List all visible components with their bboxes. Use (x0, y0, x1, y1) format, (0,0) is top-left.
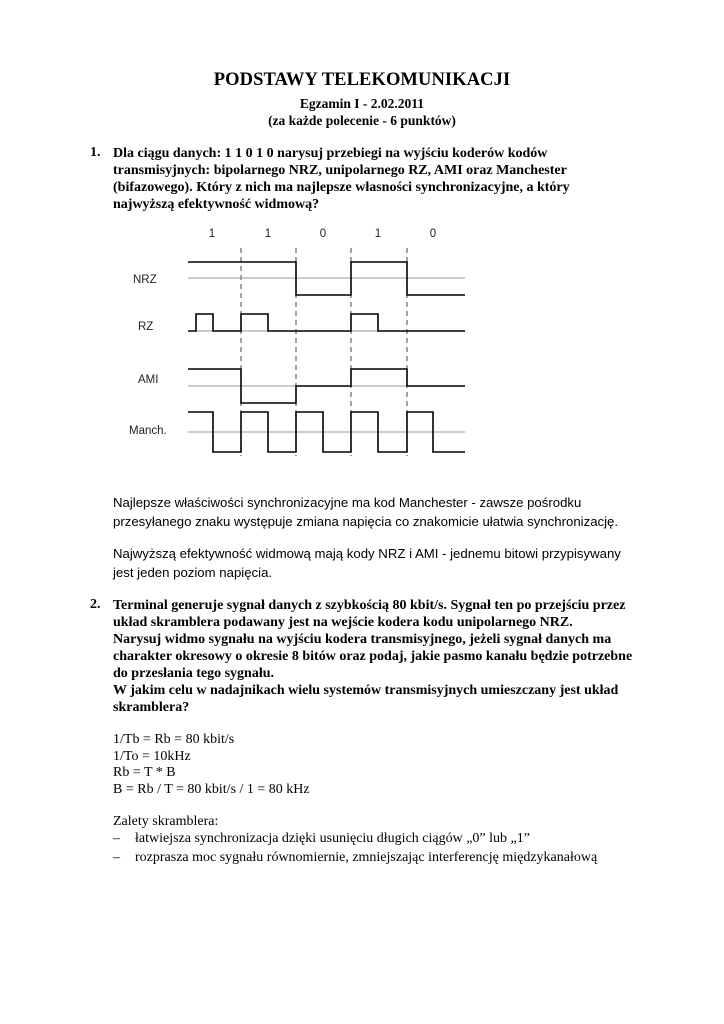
document-title: PODSTAWY TELEKOMUNIKACJI (213, 70, 511, 90)
question-2-line: skramblera? (113, 700, 190, 715)
answer-synchronization (113, 493, 683, 531)
bit-label: 1 (264, 228, 272, 240)
formulas (113, 732, 310, 798)
question-2-text (113, 597, 673, 716)
answer-line: przesyłanego znaku występuje zmiana napięcia co znakomicie ułatwia synchronizację. (113, 514, 619, 529)
signal-label-ami: AMI (138, 374, 159, 386)
advantage-item (113, 850, 597, 866)
question-2-number: 2. (90, 597, 101, 612)
question-1-line: (bifazowego). Który z nich ma najlepsze własności synchronizacyjne, a który (113, 180, 570, 195)
answer-spectral-efficiency (113, 544, 683, 582)
formula-line: B = Rb / T = 80 kbit/s / 1 = 80 kHz (113, 781, 310, 797)
question-1-line: najwyższą efektywność widmową? (113, 197, 320, 212)
signal-label-rz: RZ (138, 321, 154, 333)
dash-bullet: – (113, 850, 120, 865)
signal-label-manchester: Manch. (129, 425, 167, 437)
question-2-line: do przesłania tego sygnału. (113, 666, 275, 681)
formula-line: 1/Tb = Rb = 80 kbit/s (113, 732, 235, 747)
question-1-line: Dla ciągu danych: 1 1 0 1 0 narysuj przebiegi na wyjściu koderów kodów (113, 146, 548, 161)
rz-waveform (188, 314, 465, 331)
exam-date: Egzamin I - 2.02.2011 (299, 96, 425, 111)
question-1-line: transmisyjnych: bipolarnego NRZ, unipolarnego RZ, AMI oraz Manchester (113, 163, 567, 178)
question-1-number: 1. (90, 145, 101, 160)
bit-label: 0 (319, 228, 327, 240)
question-2-line: W jakim celu w nadajnikach wielu systemów transmisyjnych umieszczany jest układ (113, 683, 619, 698)
question-2-line: Narysuj widmo sygnału na wyjściu kodera transmisyjnego, jeżeli sygnał danych ma (113, 632, 612, 647)
advantage-item (113, 831, 530, 847)
bit-label: 0 (429, 228, 437, 240)
formula-line: Rb = T * B (113, 765, 176, 780)
bit-label: 1 (208, 228, 216, 240)
question-2-line: układ skramblera podawany jest na wejście kodera kodu unipolarnego NRZ. (113, 615, 573, 630)
formula-line: 1/To = 10kHz (113, 748, 191, 764)
answer-line: Najlepsze właściwości synchronizacyjne ma kod Manchester - zawsze pośrodku (113, 495, 582, 510)
answer-line: Najwyższą efektywność widmową mają kody NRZ i AMI - jednemu bitowi przypisywany (113, 546, 621, 561)
answer-line: jest jeden poziom napięcia. (113, 565, 273, 580)
signal-label-nrz: NRZ (133, 274, 157, 286)
advantage-text: rozprasza moc sygnału równomiernie, zmniejszając interferencję międzykanałową (135, 850, 598, 865)
advantage-text: łatwiejsza synchronizacja dzięki usunięciu długich ciągów „0” lub „1” (135, 831, 530, 846)
question-2-line: charakter okresowy o okresie 8 bitów oraz podaj, jakie pasmo kanału będzie potrzebne (113, 649, 633, 664)
dash-bullet: – (113, 831, 120, 846)
points-note: (za każde polecenie - 6 punktów) (268, 113, 456, 128)
advantages-title: Zalety skramblera: (113, 814, 219, 829)
bit-label: 1 (374, 228, 382, 240)
question-2-line: Terminal generuje sygnał danych z szybkością 80 kbit/s. Sygnał ten po przejściu przez (113, 598, 626, 613)
bit-boundaries (241, 248, 407, 456)
baselines (188, 278, 465, 432)
